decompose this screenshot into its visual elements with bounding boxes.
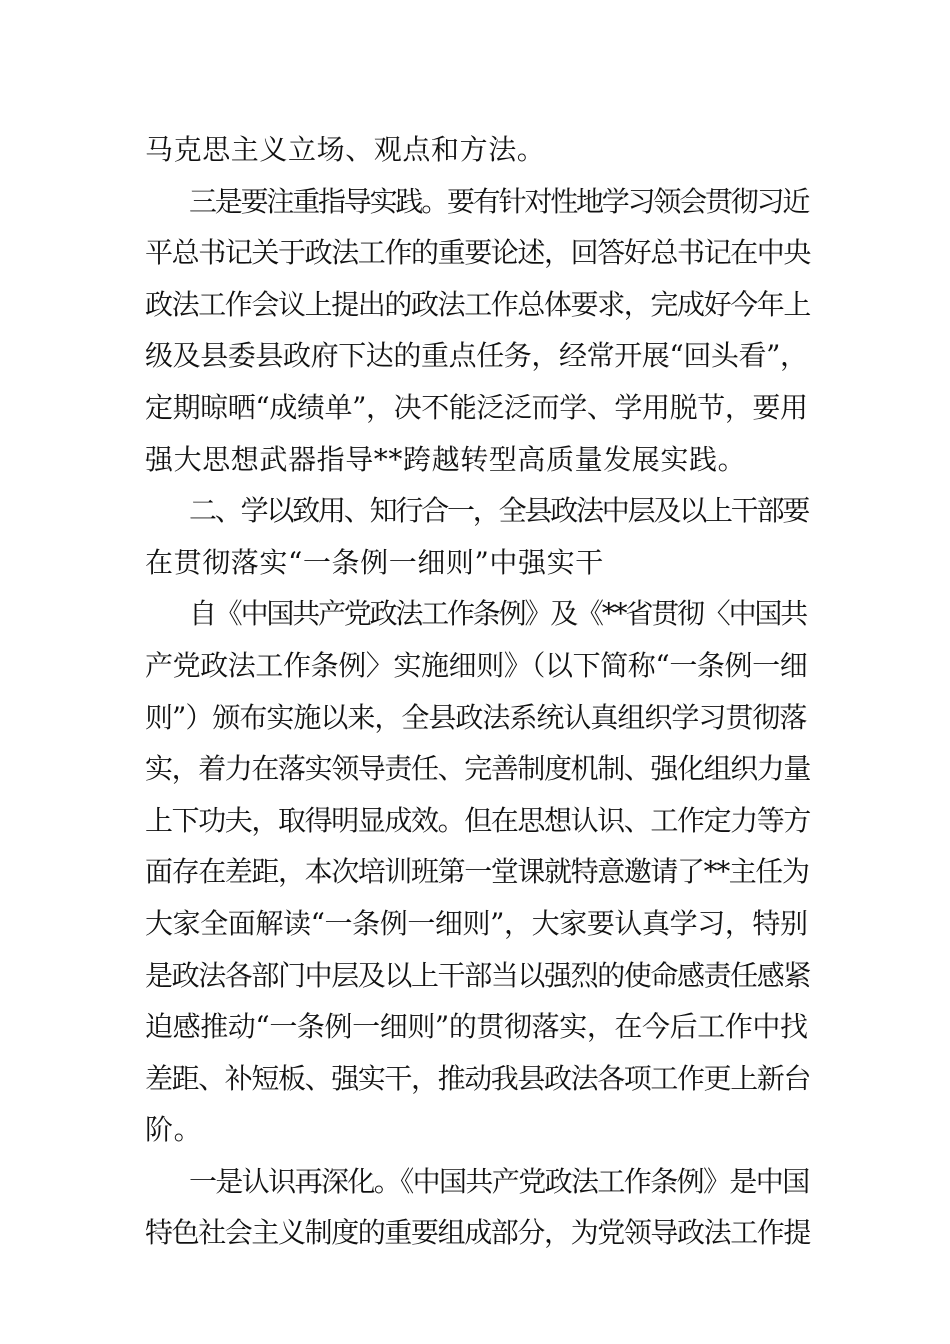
text-line: 在贯彻落实“一条例一细则”中强实干	[145, 545, 604, 579]
text-line: 三是要注重指导实践。要有针对性地学习领会贯彻习近	[189, 184, 809, 218]
text-line: 阶。	[145, 1113, 203, 1147]
text-line: 实，着力在落实领导责任、完善制度机制、强化组织力量	[145, 752, 811, 786]
text-line: 产党政法工作条例〉实施细则》（以下简称“一条例一细	[145, 648, 808, 682]
text-line: 平总书记关于政法工作的重要论述，回答好总书记在中央	[145, 236, 811, 270]
text-line: 则”）颁布实施以来，全县政法系统认真组织学习贯彻落	[145, 700, 807, 734]
text-line: 差距、补短板、强实干，推动我县政法各项工作更上新台	[145, 1061, 811, 1095]
document-body	[145, 124, 810, 1259]
text-line: 面存在差距，本次培训班第一堂课就特意邀请了**主任为	[145, 855, 809, 889]
text-line: 是政法各部门中层及以上干部当以强烈的使命感责任感紧	[145, 958, 811, 992]
text-line: 自《中国共产党政法工作条例》及《**省贯彻〈中国共	[189, 597, 807, 631]
text-line: 迫感推动“一条例一细则”的贯彻落实，在今后工作中找	[145, 1010, 808, 1044]
text-line: 二、学以致用、知行合一，全县政法中层及以上干部要	[189, 494, 809, 528]
text-line: 大家全面解读“一条例一细则”，大家要认真学习，特别	[145, 906, 808, 940]
text-line: 一是认识再深化。《中国共产党政法工作条例》是中国	[189, 1164, 809, 1198]
text-line: 特色社会主义制度的重要组成部分，为党领导政法工作提	[145, 1216, 811, 1250]
text-line: 上下功夫，取得明显成效。但在思想认识、工作定力等方	[145, 803, 811, 837]
text-line: 级及县委县政府下达的重点任务，经常开展“回头看”，	[145, 339, 808, 373]
text-line: 马克思主义立场、观点和方法。	[145, 133, 546, 166]
text-line: 政法工作会议上提出的政法工作总体要求，完成好今年上	[145, 287, 811, 321]
text-line: 强大思想武器指导**跨越转型高质量发展实践。	[145, 442, 747, 476]
text-line: 定期晾晒“成绩单”，决不能泛泛而学、学用脱节，要用	[145, 390, 808, 424]
